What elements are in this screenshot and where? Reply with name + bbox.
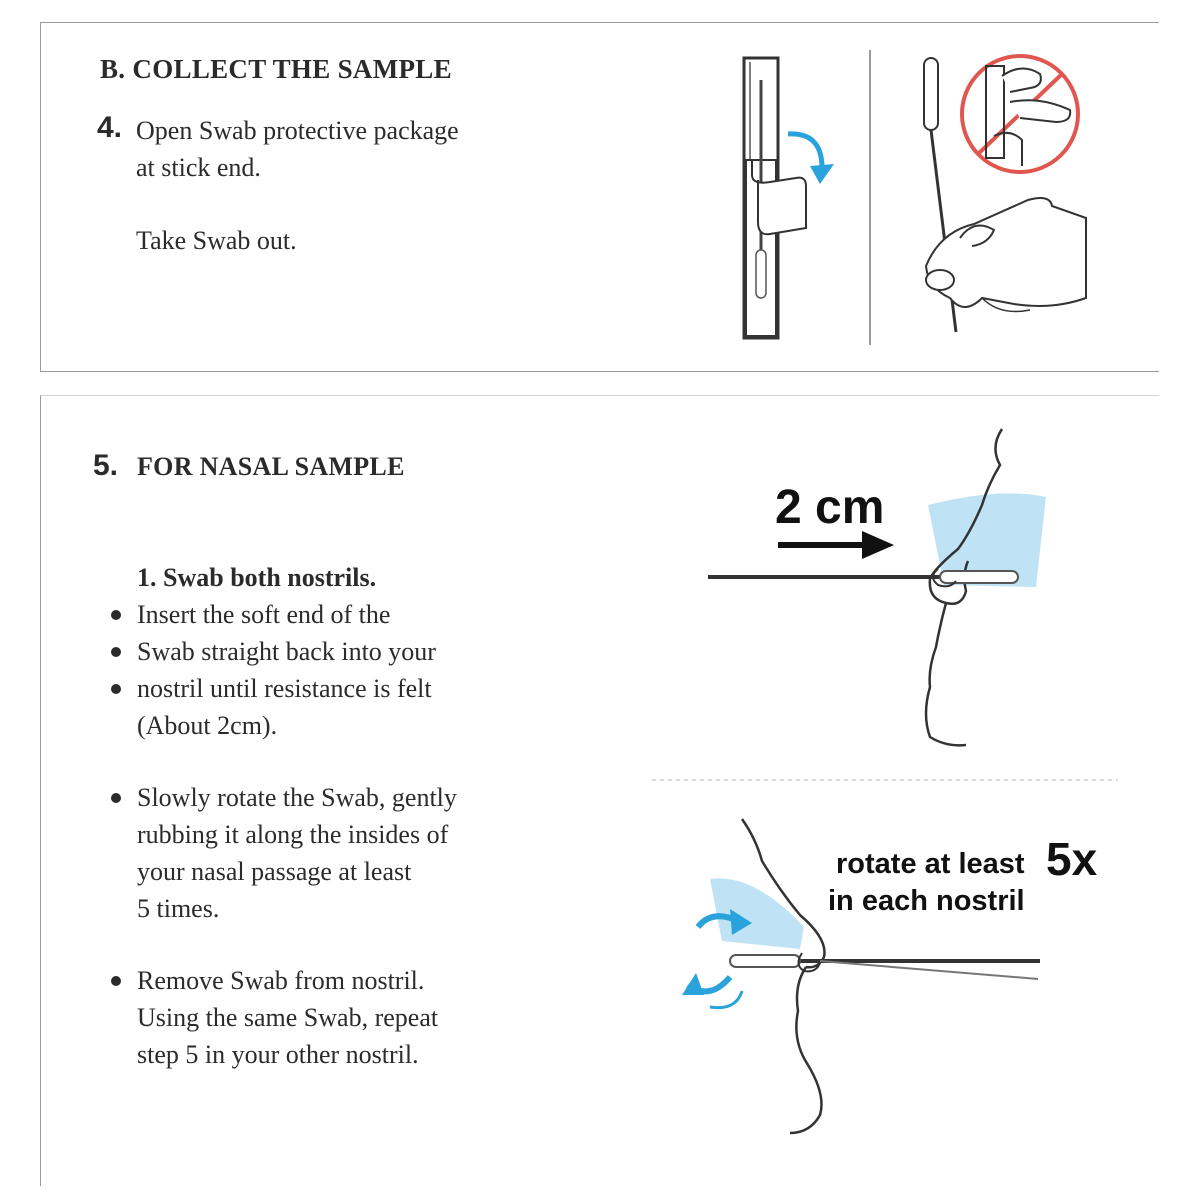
nose-insertion-illustration bbox=[700, 425, 1060, 755]
swab-package-illustration bbox=[730, 50, 850, 350]
para-3-line-3: step 5 in your other nostril. bbox=[137, 1040, 419, 1069]
para-1-line-3: nostril until resistance is felt bbox=[137, 674, 432, 703]
section-5-title: FOR NASAL SAMPLE bbox=[137, 452, 405, 481]
illustration-divider bbox=[868, 50, 872, 345]
step-5-number: 5. bbox=[93, 449, 119, 482]
bullet bbox=[111, 647, 121, 657]
rotate-count-label: 5x bbox=[1046, 833, 1098, 885]
para-1-line-4: (About 2cm). bbox=[137, 711, 278, 740]
hand-holding-swab-illustration bbox=[910, 48, 1090, 348]
para-2-line-3: your nasal passage at least bbox=[137, 857, 412, 886]
para-2-line-4: 5 times. bbox=[137, 894, 220, 923]
rotate-label-line-2: in each nostril bbox=[828, 885, 1025, 917]
para-1-line-1: Insert the soft end of the bbox=[137, 600, 391, 629]
para-3-line-1: Remove Swab from nostril. bbox=[137, 966, 425, 995]
subheading-swab-both-nostrils: 1. Swab both nostrils. bbox=[137, 563, 377, 592]
step-4-line-2: at stick end. bbox=[136, 153, 261, 182]
para-2-line-1: Slowly rotate the Swab, gently bbox=[137, 783, 457, 812]
step-4-line-3: Take Swab out. bbox=[136, 226, 297, 255]
bullet bbox=[111, 976, 121, 986]
para-2-line-2: rubbing it along the insides of bbox=[137, 820, 449, 849]
para-1-line-2: Swab straight back into your bbox=[137, 637, 436, 666]
figure-separator bbox=[652, 778, 1118, 782]
para-3-line-2: Using the same Swab, repeat bbox=[137, 1003, 439, 1032]
step-4-number: 4. bbox=[97, 111, 123, 144]
section-b-title: B. COLLECT THE SAMPLE bbox=[100, 54, 452, 84]
step-4-line-1: Open Swab protective package bbox=[136, 116, 459, 145]
bullet bbox=[111, 684, 121, 694]
insert-depth-label: 2 cm bbox=[775, 481, 885, 534]
bullet bbox=[111, 610, 121, 620]
rotate-label-line-1: rotate at least bbox=[836, 848, 1025, 880]
bullet bbox=[111, 793, 121, 803]
